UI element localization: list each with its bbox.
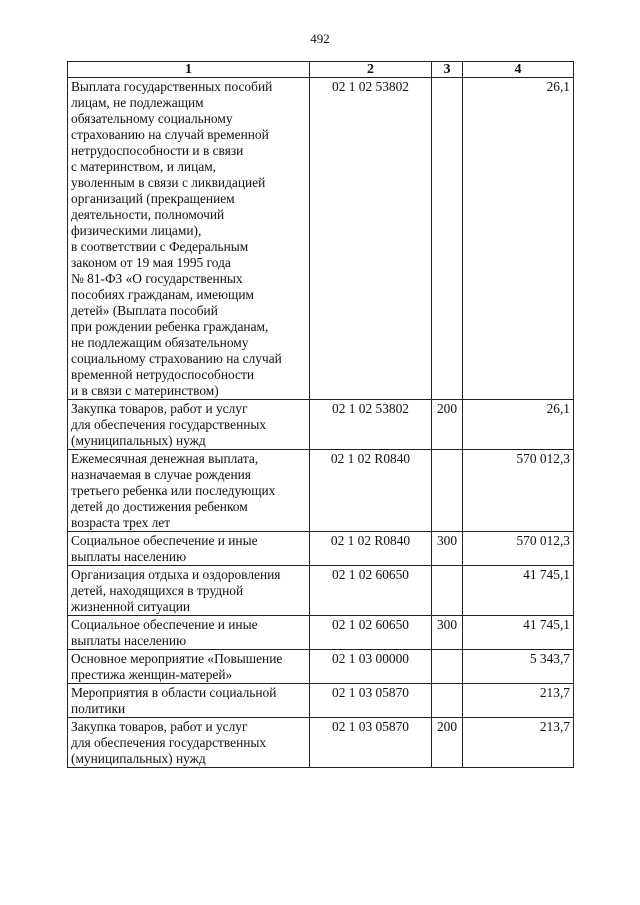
row-name-line: выплаты населению — [71, 549, 187, 564]
row-name-line: при рождении ребенка гражданам, — [71, 319, 269, 334]
row-name-line: временной нетрудоспособности — [71, 367, 255, 382]
row-amount-cell: 570 012,3 — [463, 532, 574, 566]
row-code-cell: 02 1 02 60650 — [310, 566, 432, 616]
row-name-line: для обеспечения государственных — [71, 735, 267, 750]
row-code-cell: 02 1 02 60650 — [310, 616, 432, 650]
row-amount-cell: 26,1 — [463, 78, 574, 400]
row-type-cell — [432, 450, 463, 532]
row-name-line: пособиях гражданам, имеющим — [71, 287, 254, 302]
row-name-line: престижа женщин-матерей» — [71, 667, 233, 682]
row-name-line: Закупка товаров, работ и услуг — [71, 719, 248, 734]
row-name-line: физическими лицами), — [71, 223, 202, 238]
row-type-cell — [432, 684, 463, 718]
row-name-line: выплаты населению — [71, 633, 187, 648]
row-amount-cell: 213,7 — [463, 684, 574, 718]
row-name-line: Закупка товаров, работ и услуг — [71, 401, 248, 416]
row-name-line: лицам, не подлежащим — [71, 95, 204, 110]
row-amount-cell: 213,7 — [463, 718, 574, 768]
table-row — [68, 450, 574, 532]
row-name-line: в соответствии с Федеральным — [71, 239, 249, 254]
row-code-cell: 02 1 03 00000 — [310, 650, 432, 684]
row-amount-cell: 570 012,3 — [463, 450, 574, 532]
page-number: 492 — [310, 31, 330, 46]
row-name-cell — [68, 718, 310, 768]
table-body — [68, 78, 574, 768]
table-row — [68, 684, 574, 718]
row-name-cell — [68, 532, 310, 566]
row-name-line: детей, находящихся в трудной — [71, 583, 244, 598]
row-code-cell: 02 1 02 R0840 — [310, 532, 432, 566]
row-name-line: для обеспечения государственных — [71, 417, 267, 432]
table-row — [68, 78, 574, 400]
row-name-line: третьего ребенка или последующих — [71, 483, 276, 498]
row-name-line: Социальное обеспечение и иные — [71, 533, 258, 548]
row-name-line: политики — [71, 701, 126, 716]
row-name-line: и в связи с материнством) — [71, 383, 219, 398]
header-row — [68, 62, 574, 78]
row-name-line: Основное мероприятие «Повышение — [71, 651, 283, 666]
row-name-cell — [68, 450, 310, 532]
table-row — [68, 400, 574, 450]
table-row — [68, 616, 574, 650]
row-type-cell: 200 — [432, 718, 463, 768]
row-type-cell — [432, 78, 463, 400]
row-name-line: (муниципальных) нужд — [71, 433, 206, 448]
row-name-line: обязательному социальному — [71, 111, 233, 126]
row-code-cell: 02 1 03 05870 — [310, 718, 432, 768]
row-name-line: Ежемесячная денежная выплата, — [71, 451, 259, 466]
table-row — [68, 650, 574, 684]
row-name-line: деятельности, полномочий — [71, 207, 225, 222]
table-row — [68, 718, 574, 768]
row-amount-cell: 5 343,7 — [463, 650, 574, 684]
row-code-cell: 02 1 03 05870 — [310, 684, 432, 718]
row-name-line: возраста трех лет — [71, 515, 171, 530]
row-name-line: организаций (прекращением — [71, 191, 235, 206]
row-name-line: нетрудоспособности и в связи — [71, 143, 244, 158]
row-type-cell: 300 — [432, 616, 463, 650]
row-name-line: уволенным в связи с ликвидацией — [71, 175, 266, 190]
row-amount-cell: 26,1 — [463, 400, 574, 450]
row-name-cell — [68, 78, 310, 400]
row-name-line: законом от 19 мая 1995 года — [71, 255, 231, 270]
row-name-line: Мероприятия в области социальной — [71, 685, 277, 700]
column-header-1: 1 — [68, 62, 310, 78]
row-amount-cell: 41 745,1 — [463, 566, 574, 616]
row-name-line: № 81-ФЗ «О государственных — [71, 271, 243, 286]
row-name-line: детей до достижения ребенком — [71, 499, 248, 514]
row-name-line: с материнством, и лицам, — [71, 159, 217, 174]
row-name-cell — [68, 400, 310, 450]
row-name-line: социальному страхованию на случай — [71, 351, 282, 366]
row-name-cell — [68, 566, 310, 616]
row-name-cell — [68, 650, 310, 684]
column-header-4: 4 — [463, 62, 574, 78]
row-name-line: (муниципальных) нужд — [71, 751, 206, 766]
row-name-line: Социальное обеспечение и иные — [71, 617, 258, 632]
row-amount-cell: 41 745,1 — [463, 616, 574, 650]
row-name-line: страхованию на случай временной — [71, 127, 269, 142]
row-name-line: Выплата государственных пособий — [71, 79, 273, 94]
row-name-line: Организация отдыха и оздоровления — [71, 567, 281, 582]
table-row — [68, 566, 574, 616]
row-name-cell — [68, 684, 310, 718]
row-code-cell: 02 1 02 53802 — [310, 78, 432, 400]
row-type-cell: 200 — [432, 400, 463, 450]
budget-table — [67, 61, 574, 768]
row-name-line: назначаемая в случае рождения — [71, 467, 251, 482]
row-code-cell: 02 1 02 R0840 — [310, 450, 432, 532]
row-name-line: не подлежащим обязательному — [71, 335, 249, 350]
column-header-3: 3 — [432, 62, 463, 78]
row-name-cell — [68, 616, 310, 650]
row-type-cell: 300 — [432, 532, 463, 566]
row-name-line: детей» (Выплата пособий — [71, 303, 218, 318]
row-type-cell — [432, 650, 463, 684]
column-header-2: 2 — [310, 62, 432, 78]
row-name-line: жизненной ситуации — [71, 599, 191, 614]
table-row — [68, 532, 574, 566]
row-type-cell — [432, 566, 463, 616]
row-code-cell: 02 1 02 53802 — [310, 400, 432, 450]
